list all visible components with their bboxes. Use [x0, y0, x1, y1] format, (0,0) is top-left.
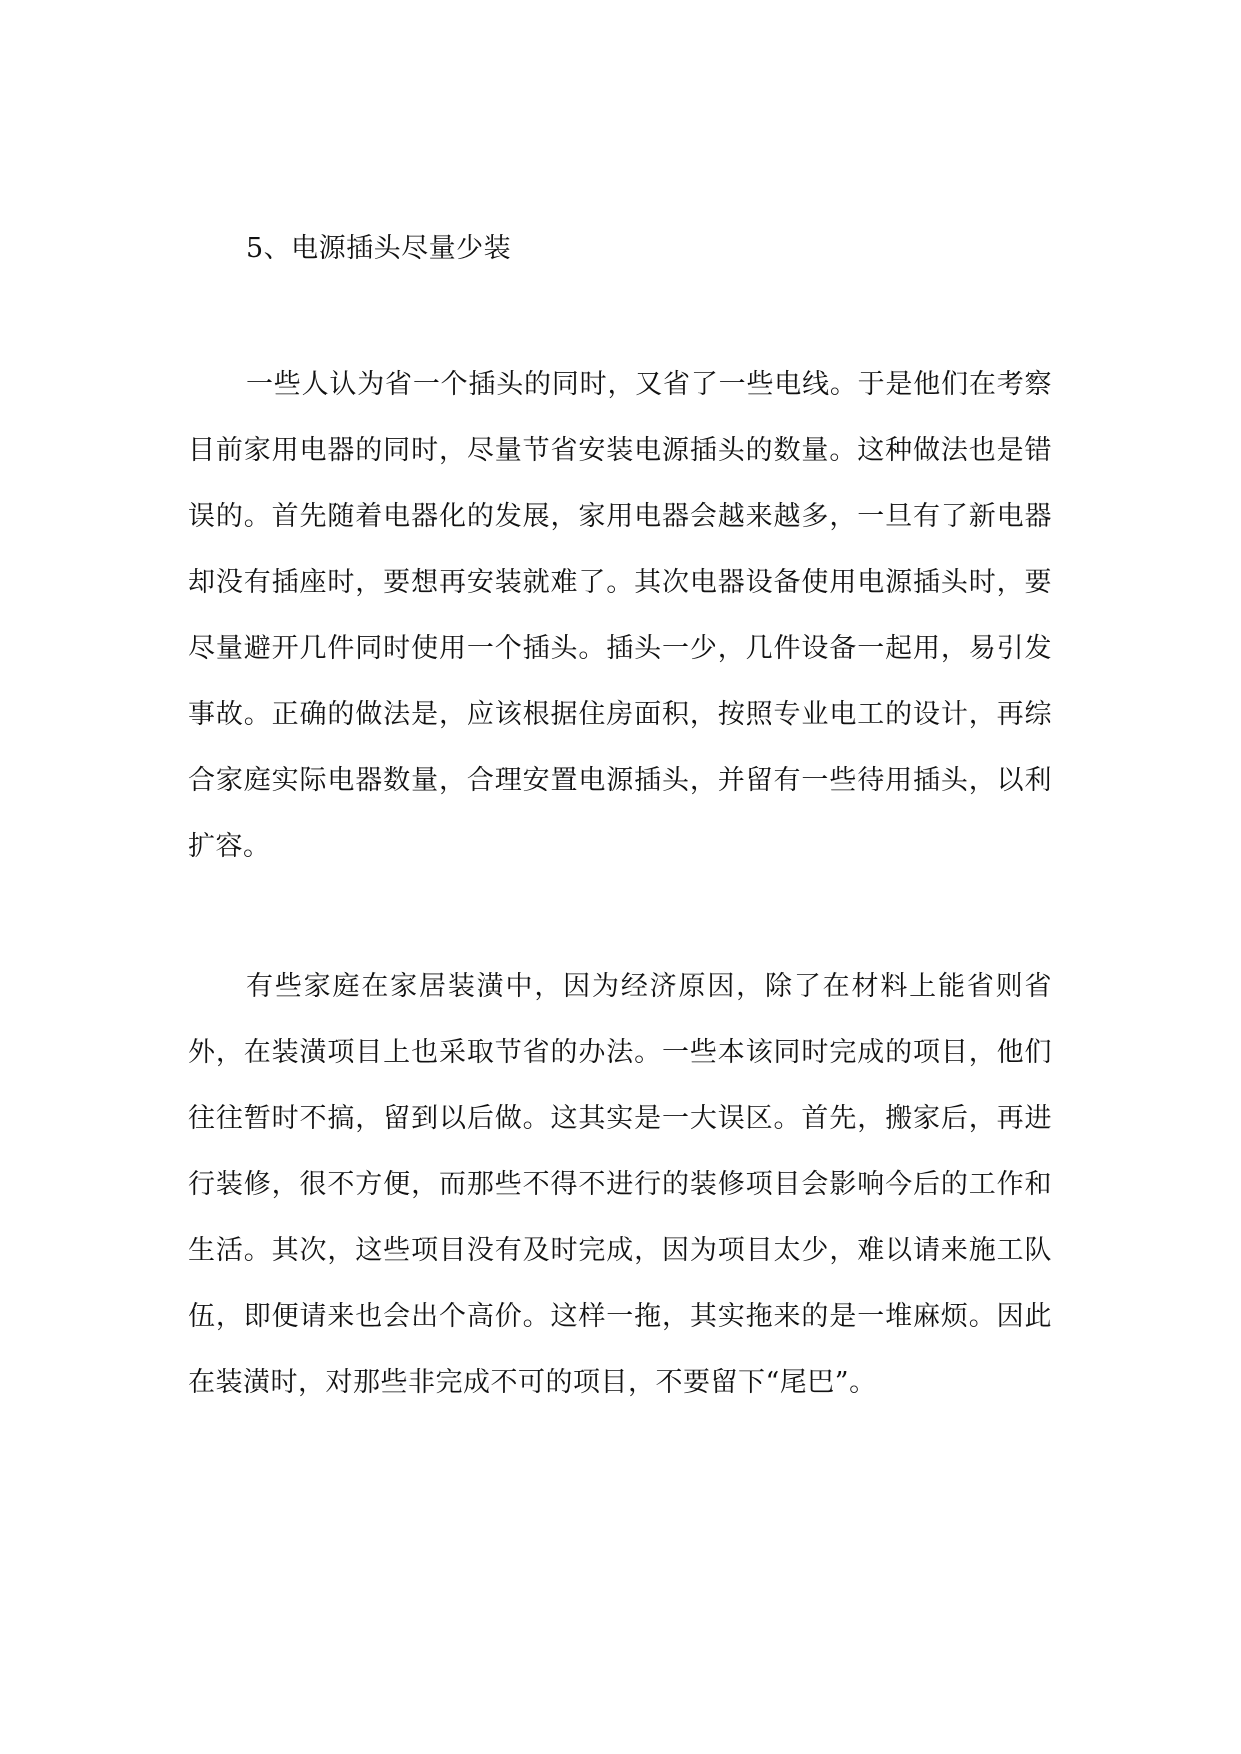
document-body	[188, 222, 1052, 1416]
paragraph-renovation-projects: 有些家庭在家居装潢中，因为经济原因，除了在材料上能省则省外，在装潢项目上也采取节省的办法。一些本该同时完成的项目，他们往往暂时不搞，留到以后做。这其实是一大误区。首先，搬家后，再进行装修，很不方便，而那些不得不进行的装修项目会影响今后的工作和生活。其次，这些项目没有及时完成，因为项目太少，难以请来施工队伍，即便请来也会出个高价。这样一拖，其实拖来的是一堆麻烦。因此在装潢时，对那些非完成不可的项目，不要留下“尾巴”。	[188, 971, 1052, 1398]
section-heading: 5、电源插头尽量少装	[246, 233, 512, 264]
paragraph-power-outlets: 一些人认为省一个插头的同时，又省了一些电线。于是他们在考察目前家用电器的同时，尽量节省安装电源插头的数量。这种做法也是错误的。首先随着电器化的发展，家用电器会越来越多，一旦有了新电器却没有插座时，要想再安装就难了。其次电器设备使用电源插头时，要尽量避开几件同时使用一个插头。插头一少，几件设备一起用，易引发事故。正确的做法是，应该根据住房面积，按照专业电工的设计，再综合家庭实际电器数量，合理安置电源插头，并留有一些待用插头，以利扩容。	[188, 369, 1052, 862]
